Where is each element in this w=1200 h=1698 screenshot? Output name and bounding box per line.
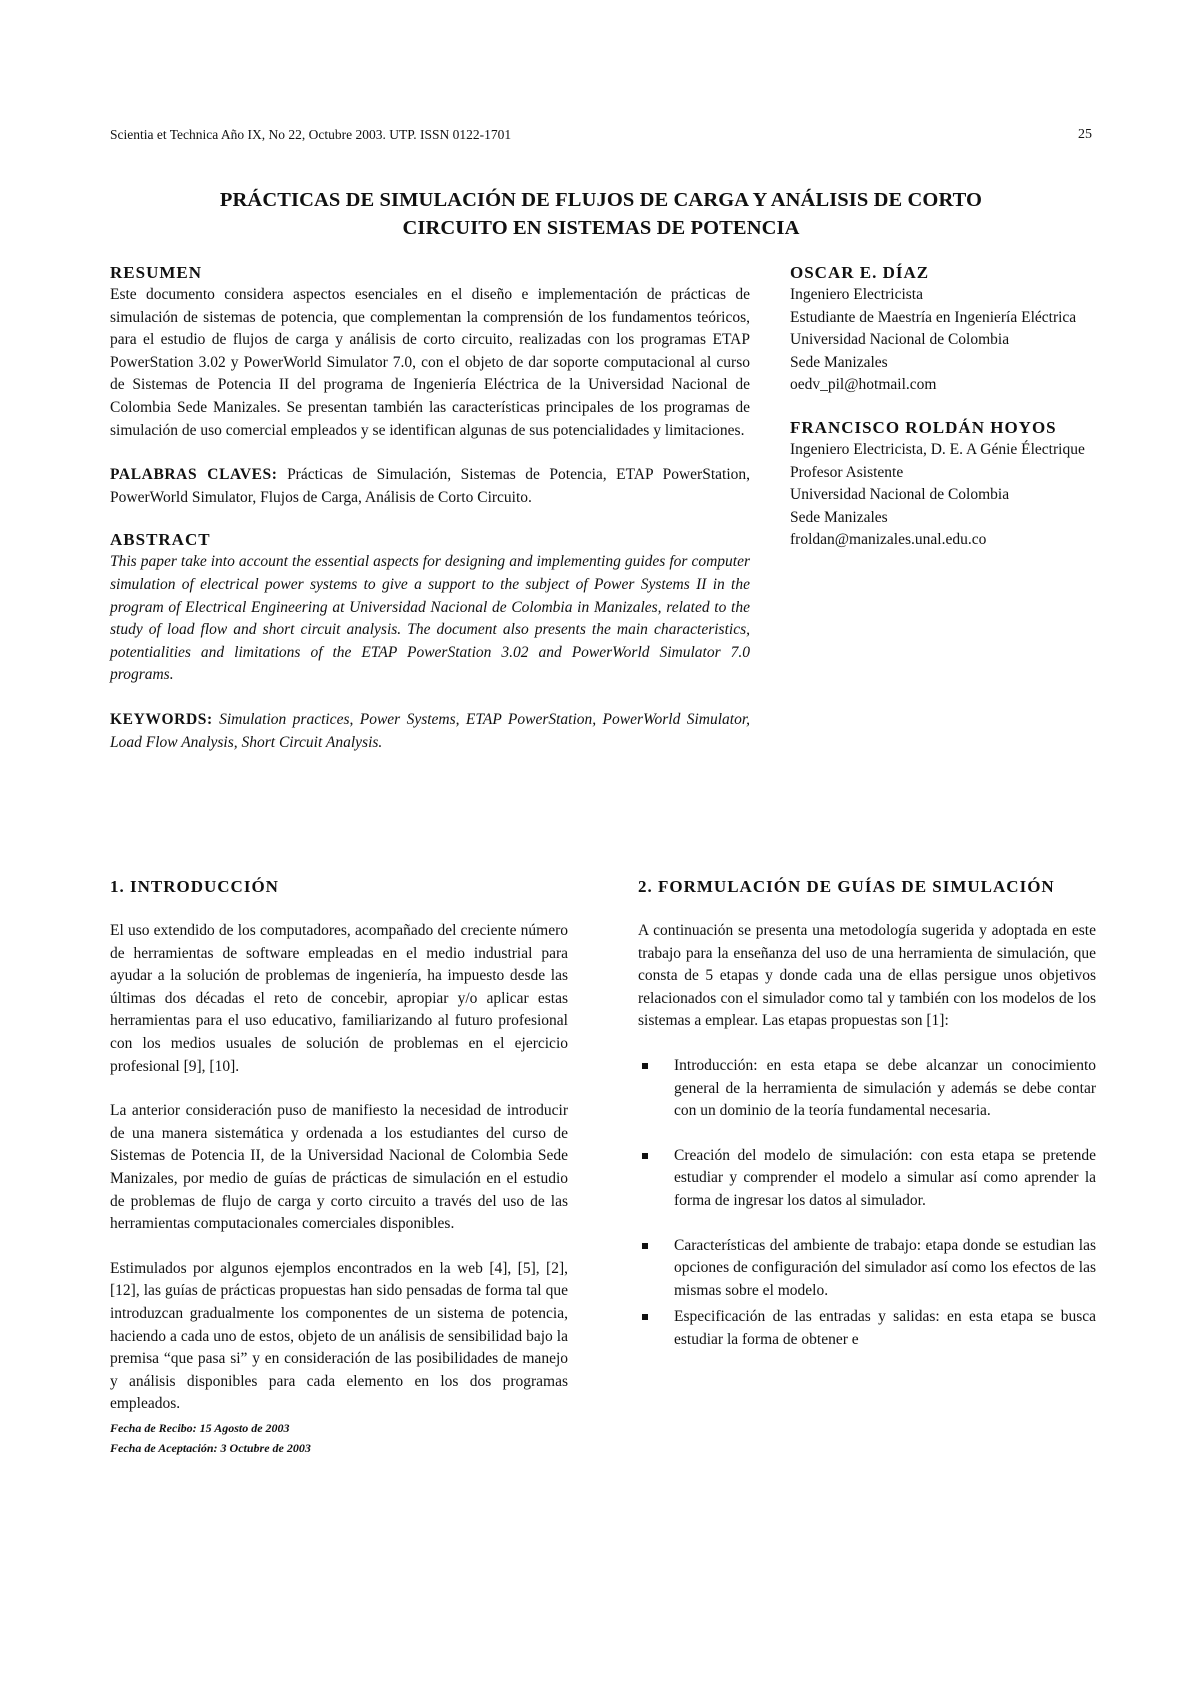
bullet-marker (642, 1063, 648, 1069)
palabras-claves-text: Prácticas de Simulación, Sistemas de Potencia, ETAP PowerStation, PowerWorld Simulator, Flujos de Carga, Análisis de Corto Circuito. (110, 466, 751, 506)
keywords-block (110, 709, 750, 754)
stages-list (638, 1055, 1096, 1352)
title-line-2: CIRCUITO EN SISTEMAS DE POTENCIA (402, 217, 800, 239)
abstract-heading: ABSTRACT (110, 530, 211, 550)
list-item-text: Características del ambiente de trabajo: etapa donde se estudian las opciones de configuración del simulador así como los efectos de las mismas sobre el modelo. (674, 1236, 1096, 1299)
section-1-paragraph: El uso extendido de los computadores, acompañado del creciente número de herramientas de software empleadas en el medio industrial para ayudar a la solución de problemas de ingeniería, ha impuesto desde las últimas dos décadas el reto de concebir, apropiar y/o aplicar estas herramientas para el uso educativo, familiarizando al futuro profesional con los medios usuales de solución de problemas en el ejercicio profesional [9], [10]. (110, 922, 568, 1075)
palabras-claves-label: PALABRAS CLAVES: (110, 466, 278, 484)
running-head (110, 127, 1092, 147)
list-item (638, 1235, 1096, 1303)
author-affiliation: Estudiante de Maestría en Ingeniería Eléctrica (790, 308, 1077, 326)
keywords-label: KEYWORDS: (110, 710, 213, 728)
palabras-claves-block (110, 464, 750, 509)
section-introduccion (110, 876, 568, 1458)
author-name: FRANCISCO ROLDÁN HOYOS (790, 417, 1057, 437)
bullet-marker (642, 1314, 648, 1320)
author-1 (790, 262, 1095, 397)
author-email: froldan@manizales.unal.edu.co (790, 531, 987, 549)
section-2-heading: 2. FORMULACIÓN DE GUÍAS DE SIMULACIÓN (638, 877, 1055, 896)
abstract-text: This paper take into account the essential aspects for designing and implementing guides for computer simulation of electrical power systems to give a support to the subject of Power Systems II in the program of Electrical Engineering at Universidad Nacional de Colombia in Manizales, related to the study of load flow and short circuit analysis. The document also presents the main characteristics, potentialities and limitations of the ETAP PowerStation 3.02 and PowerWorld Simulator 7.0 programs. (110, 553, 750, 684)
fecha-recibo: Fecha de Recibo: 15 Agosto de 2003 (110, 1420, 290, 1435)
abstract-column (110, 262, 750, 754)
resumen-block (110, 262, 750, 442)
author-affiliation: Profesor Asistente (790, 463, 904, 481)
fecha-aceptacion: Fecha de Aceptación: 3 Octubre de 2003 (110, 1440, 311, 1455)
list-item-text: Creación del modelo de simulación: con esta etapa se pretende estudiar y comprender el modelo a simular así como aprender la forma de ingresar los datos al simulador. (674, 1146, 1096, 1209)
section-1-heading: 1. INTRODUCCIÓN (110, 877, 279, 896)
abstract-block (110, 529, 750, 687)
author-affiliation: Ingeniero Electricista (790, 286, 923, 303)
section-1-paragraph: La anterior consideración puso de manifiesto la necesidad de introducir de una manera sistemática y ordenada a los estudiantes del curso de Sistemas de Potencia II, de la Universidad Nacional de Colombia Sede Manizales, por medio de guías de prácticas de simulación en el estudio de problemas de flujo de carga y corto circuito a través del uso de las herramientas computacionales comerciales disponibles. (110, 1102, 568, 1233)
author-email: oedv_pil@hotmail.com (790, 376, 937, 394)
author-affiliation: Universidad Nacional de Colombia (790, 331, 1010, 349)
keywords-text: Simulation practices, Power Systems, ETAP PowerStation, PowerWorld Simulator, Load Flow Analysis, Short Circuit Analysis. (110, 710, 751, 751)
author-affiliation: Universidad Nacional de Colombia (790, 486, 1010, 504)
list-item-text: Introducción: en esta etapa se debe alcanzar un conocimiento general de la herramienta de simulación y además se debe contar con un dominio de la teoría fundamental necesaria. (674, 1056, 1096, 1120)
authors-column (790, 262, 1095, 572)
list-item (638, 1306, 1096, 1351)
resumen-heading: RESUMEN (110, 263, 203, 282)
author-affiliation: Sede Manizales (790, 353, 888, 371)
section-formulacion (638, 876, 1096, 1374)
resumen-text: Este documento considera aspectos esenciales en el diseño e implementación de prácticas de simulación de sistemas de potencia, que complementan la comprensión de los fundamentos teóricos, para el estudio de flujos de carga y análisis de corto circuito, realizadas con los programas ETAP PowerStation 3.02 y PowerWorld Simulator 7.0, con el objeto de dar soporte computacional al curso de Sistemas de Potencia II del programa de Ingeniería Eléctrica de la Universidad Nacional de Colombia Sede Manizales. Se presentan también las características principales de los programas de simulación de uso comercial empleados y se identifican algunas de sus potencialidades y limitaciones. (110, 286, 750, 439)
section-2-intro: A continuación se presenta una metodología sugerida y adoptada en este trabajo para la enseñanza del uso de una herramienta de simulación, que consta de 5 etapas y donde cada una de ellas persigue unos objetivos relacionados con el simulador como tal y también con los modelos de los sistemas a emplear. Las etapas propuestas son [1]: (638, 922, 1096, 1030)
list-item (638, 1055, 1096, 1123)
author-2 (790, 417, 1095, 552)
paper-title (110, 186, 1092, 242)
section-1-paragraph: Estimulados por algunos ejemplos encontrados en la web [4], [5], [2], [12], las guías de prácticas propuestas han sido pensadas de forma tal que introduzcan gradualmente los componentes de un sistema de potencia, haciendo a cada uno de estos, objeto de un análisis de sensibilidad bajo la premisa “que pasa si” y en consideración de las posibilidades de manejo y análisis disponibles para cada elemento en los dos programas empleados. (110, 1259, 568, 1413)
page-number: 25 (1078, 127, 1092, 142)
list-item (638, 1145, 1096, 1213)
bullet-marker (642, 1153, 648, 1159)
journal-citation: Scientia et Technica Año IX, No 22, Octubre 2003. UTP. ISSN 0122-1701 (110, 127, 512, 142)
author-name: OSCAR E. DÍAZ (790, 263, 930, 282)
author-affiliation: Sede Manizales (790, 508, 888, 526)
author-affiliation: Ingeniero Electricista, D. E. A Génie Électrique (790, 440, 1085, 458)
title-line-1: PRÁCTICAS DE SIMULACIÓN DE FLUJOS DE CARGA Y ANÁLISIS DE CORTO (219, 189, 983, 211)
list-item-text: Especificación de las entradas y salidas: en esta etapa se busca estudiar la forma de obtener e (674, 1308, 1096, 1348)
bullet-marker (642, 1243, 648, 1249)
submission-dates (110, 1418, 568, 1458)
